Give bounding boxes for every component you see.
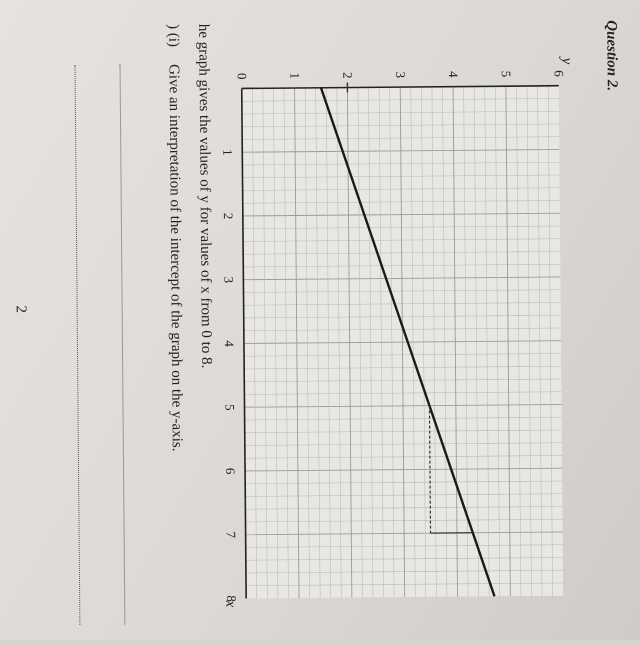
y-axis-label: y <box>558 56 574 65</box>
x-tick-label: 3 <box>221 277 236 284</box>
x-tick-label: 7 <box>224 532 239 539</box>
x-tick-label: 1 <box>220 149 235 156</box>
y-tick-label: 6 <box>552 70 567 77</box>
x-tick-label: 4 <box>222 340 237 347</box>
x-tick-label: 8 <box>224 595 239 602</box>
part-label: ) (i) <box>165 24 180 47</box>
y-tick-label: 1 <box>287 72 302 79</box>
x-axis-label: x <box>222 600 238 608</box>
page-number: 2 <box>13 305 28 313</box>
y-tick-label: 4 <box>446 71 461 78</box>
y-tick-label: 2 <box>340 72 355 79</box>
part-question-text: Give an interpretation of the intercept of the graph on the y-axis. <box>166 64 184 452</box>
question-heading: Question 2. <box>603 20 619 91</box>
y-tick-label: 5 <box>499 71 514 78</box>
y-tick-label: 0 <box>235 73 250 80</box>
y-tick-label: 3 <box>393 72 408 79</box>
x-tick-label: 6 <box>223 468 238 475</box>
x-tick-label: 2 <box>221 213 236 220</box>
x-tick-label: 5 <box>222 404 237 411</box>
intro-text: he graph gives the values of y for values of x from 0 to 8. <box>195 24 213 369</box>
